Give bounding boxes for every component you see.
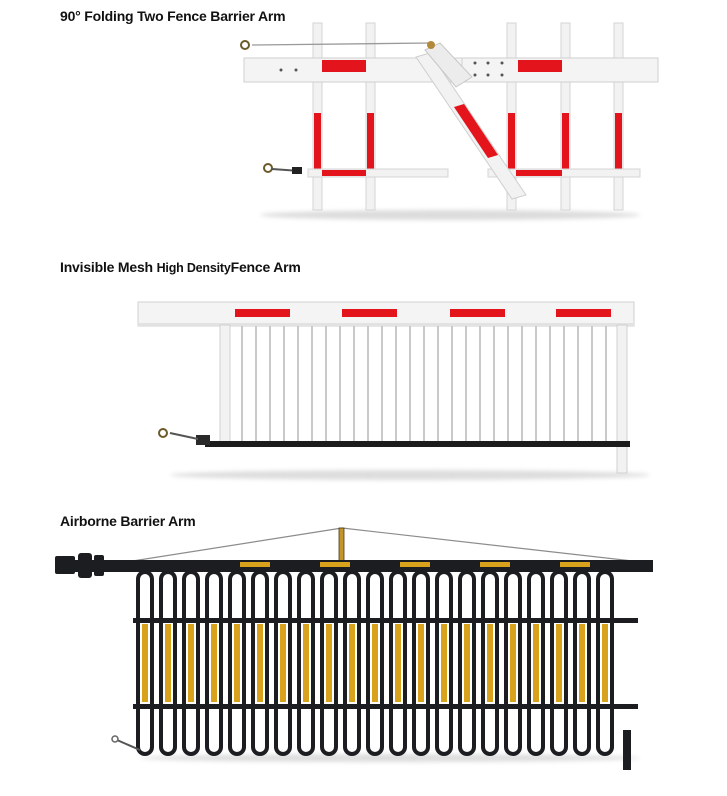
bottom-cable	[170, 433, 198, 439]
airborne-post-stripe	[372, 624, 378, 702]
airborne-post-stripe	[579, 624, 585, 702]
airborne-post-stripe	[142, 624, 148, 702]
right-end-post	[617, 325, 627, 473]
airborne-post-stripe	[487, 624, 493, 702]
hinge-joint-icon	[427, 41, 435, 49]
airborne-post-stripe	[257, 624, 263, 702]
airborne-end-foot	[623, 730, 631, 770]
airborne-post-stripe	[303, 624, 309, 702]
arm-red-stripe	[518, 60, 562, 72]
airborne-post-stripe	[602, 624, 608, 702]
airborne-post	[276, 572, 290, 754]
section-title-mesh-fence	[60, 259, 301, 275]
bottom-cable-eye-icon	[159, 429, 167, 437]
suspension-cable-right	[342, 528, 650, 563]
cable-eye-top	[241, 41, 249, 49]
title-part-high-density: High Density	[156, 261, 231, 275]
arm-shadow-strip	[138, 323, 634, 326]
cable-mast	[339, 528, 344, 562]
airborne-post-stripe	[510, 624, 516, 702]
airborne-arm-stripe	[480, 562, 510, 567]
airborne-post	[138, 572, 152, 754]
airborne-post-stripe	[533, 624, 539, 702]
left-end-post	[220, 325, 230, 443]
airborne-arm-stripe	[320, 562, 350, 567]
airborne-post	[437, 572, 451, 754]
cable-eye-bottom	[264, 164, 272, 172]
mesh-fence-arm-illustration	[0, 285, 727, 485]
airborne-post	[299, 572, 313, 754]
airborne-middle-rail	[133, 618, 638, 623]
airborne-post	[230, 572, 244, 754]
airborne-post-stripe	[211, 624, 217, 702]
section-title-folding-fence: 90° Folding Two Fence Barrier Arm	[60, 8, 286, 24]
title-part-invisible-mesh: Invisible Mesh	[60, 259, 153, 275]
airborne-post	[207, 572, 221, 754]
airborne-posts	[138, 572, 612, 754]
airborne-post-stripe	[464, 624, 470, 702]
suspension-cable-left	[120, 528, 342, 563]
airborne-post	[552, 572, 566, 754]
airborne-arm-stripe	[400, 562, 430, 567]
bottom-rail	[205, 441, 630, 447]
folding-fence-barrier-arm-illustration	[0, 15, 727, 240]
airborne-post	[529, 572, 543, 754]
airborne-post	[184, 572, 198, 754]
airborne-arm-stripe	[240, 562, 270, 567]
airborne-post	[483, 572, 497, 754]
airborne-post-stripe	[418, 624, 424, 702]
airborne-post	[345, 572, 359, 754]
tension-cable	[252, 43, 430, 45]
airborne-post	[598, 572, 612, 754]
airborne-post-stripe	[349, 624, 355, 702]
airborne-post	[506, 572, 520, 754]
airborne-post-stripe	[441, 624, 447, 702]
airborne-barrier-arm-illustration	[0, 520, 727, 780]
airborne-post	[575, 572, 589, 754]
ground-shadow	[170, 470, 650, 480]
section-title-airborne-arm: Airborne Barrier Arm	[60, 513, 196, 529]
airborne-post	[391, 572, 405, 754]
airborne-post	[322, 572, 336, 754]
airborne-post	[414, 572, 428, 754]
airborne-post	[368, 572, 382, 754]
airborne-post	[161, 572, 175, 754]
airborne-arm-stripe	[560, 562, 590, 567]
airborne-post-stripe	[280, 624, 286, 702]
ground-shadow	[260, 210, 640, 220]
airborne-post-stripe	[395, 624, 401, 702]
title-part-fence-arm: Fence Arm	[230, 259, 301, 275]
arm-red-stripe	[322, 60, 366, 72]
hinge-head-assembly	[55, 553, 125, 578]
airborne-post-stripe	[188, 624, 194, 702]
airborne-post-stripe	[326, 624, 332, 702]
bottom-rail-end	[196, 435, 210, 445]
airborne-lower-rail	[133, 704, 638, 709]
airborne-post-stripe	[234, 624, 240, 702]
airborne-post-stripe	[165, 624, 171, 702]
airborne-post	[253, 572, 267, 754]
airborne-post-stripe	[556, 624, 562, 702]
mesh-bars	[242, 326, 606, 441]
airborne-bottom-cable-eye-icon	[112, 736, 118, 742]
airborne-post	[460, 572, 474, 754]
